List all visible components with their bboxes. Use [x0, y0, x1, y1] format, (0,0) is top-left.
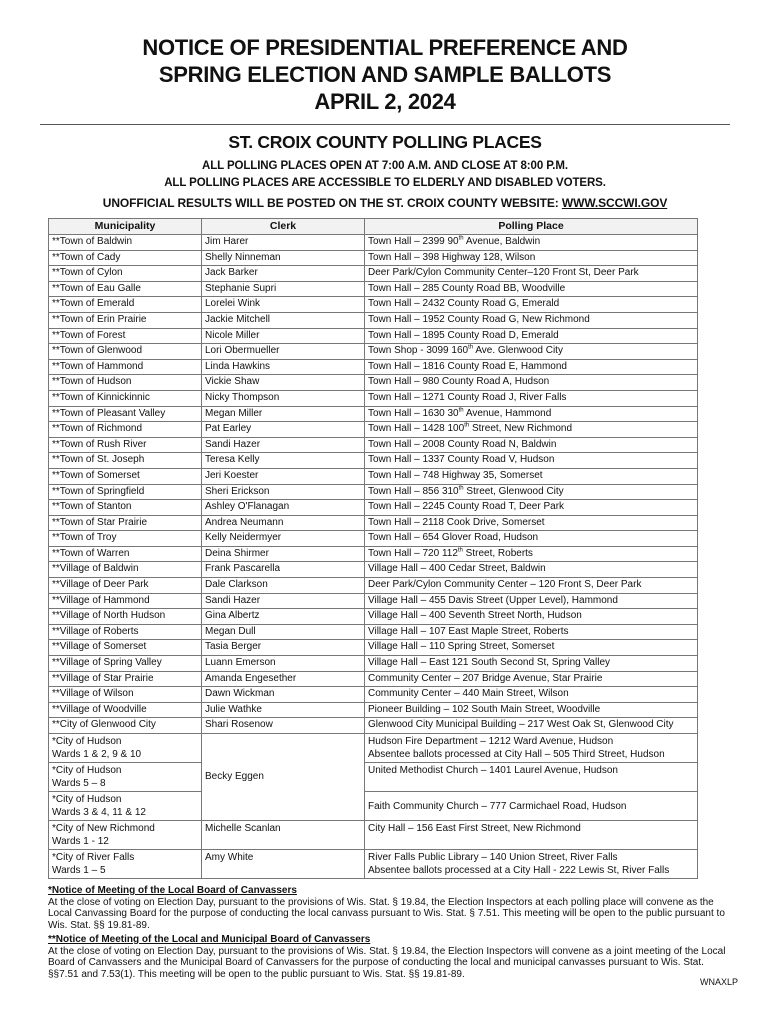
table-row — [49, 359, 698, 375]
polling-place-cell — [365, 792, 698, 821]
table-row — [49, 406, 698, 422]
polling-place-cell: Town Hall – 720 112th Street, Roberts — [365, 546, 698, 562]
ward-range: Wards 5 – 8 — [52, 778, 106, 789]
clerk-cell: Jeri Koester — [202, 468, 365, 484]
polling-place-cell: Town Hall – 748 Highway 35, Somerset — [365, 468, 698, 484]
accessibility-notice: ALL POLLING PLACES ARE ACCESSIBLE TO ELDERLY AND DISABLED VOTERS. — [164, 177, 606, 189]
table-row — [49, 328, 698, 344]
clerk-cell — [202, 821, 365, 850]
polling-place-cell: Town Hall – 1952 County Road G, New Richmond — [365, 312, 698, 328]
polling-place-cell: Town Hall – 654 Glover Road, Hudson — [365, 531, 698, 547]
table-row — [49, 281, 698, 297]
table-row — [49, 656, 698, 672]
table-row — [49, 375, 698, 391]
clerk-cell: Jackie Mitchell — [202, 312, 365, 328]
table-row — [49, 624, 698, 640]
municipality-cell — [49, 821, 202, 850]
municipality-cell — [49, 850, 202, 879]
municipality-name: *City of New Richmond — [52, 823, 155, 834]
clerk-name: Becky Eggen — [205, 770, 264, 782]
polling-place: United Methodist Church – 1401 Laurel Avenue, Hudson — [368, 765, 618, 776]
clerk-cell: Lorelei Wink — [202, 297, 365, 313]
table-row — [49, 468, 698, 484]
municipality-cell: **Town of Warren — [49, 546, 202, 562]
municipality-cell: **Town of Stanton — [49, 500, 202, 516]
ward-range: Wards 3 & 4, 11 & 12 — [52, 807, 146, 818]
municipality-name: *City of Hudson — [52, 765, 122, 776]
polling-place-cell: Town Hall – 856 310th Street, Glenwood City — [365, 484, 698, 500]
municipality-cell: **Town of Hammond — [49, 359, 202, 375]
table-row — [49, 484, 698, 500]
polling-place-cell: Town Hall – 1895 County Road D, Emerald — [365, 328, 698, 344]
clerk-cell: Megan Miller — [202, 406, 365, 422]
clerk-cell: Dawn Wickman — [202, 687, 365, 703]
table-row — [49, 453, 698, 469]
table-row — [49, 312, 698, 328]
municipality-name: *City of River Falls — [52, 852, 135, 863]
polling-place-cell: Town Hall – 2432 County Road G, Emerald — [365, 297, 698, 313]
header-clerk: Clerk — [202, 219, 365, 235]
table-row — [49, 266, 698, 282]
municipality-name: *City of Hudson — [52, 736, 122, 747]
notice-title — [40, 34, 730, 115]
table-row — [49, 702, 698, 718]
clerk-cell: Linda Hawkins — [202, 359, 365, 375]
county-website-link[interactable]: WWW.SCCWI.GOV — [561, 196, 668, 210]
polling-place-cell: Town Hall – 1630 30th Avenue, Hammond — [365, 406, 698, 422]
ward-range: Wards 1 & 2, 9 & 10 — [52, 749, 142, 760]
clerk-cell: Dale Clarkson — [202, 578, 365, 594]
municipality-cell: **Village of Somerset — [49, 640, 202, 656]
results-notice — [40, 196, 730, 210]
polling-place-cell: Deer Park/Cylon Community Center–120 Front St, Deer Park — [365, 266, 698, 282]
ward-range: Wards 1 - 12 — [52, 836, 109, 847]
polling-place: River Falls Public Library – 140 Union Street, River Falls — [368, 852, 618, 863]
polling-place-cell: Deer Park/Cylon Community Center – 120 Front S, Deer Park — [365, 578, 698, 594]
table-row — [49, 821, 698, 850]
polling-place-cell: Community Center – 207 Bridge Avenue, Star Prairie — [365, 671, 698, 687]
municipality-name: *City of Hudson — [52, 794, 122, 805]
header-municipality: Municipality — [49, 219, 202, 235]
table-row — [49, 671, 698, 687]
table-row — [49, 250, 698, 266]
clerk-cell: Frank Pascarella — [202, 562, 365, 578]
municipality-cell: **Town of Springfield — [49, 484, 202, 500]
municipality-cell: **Town of Somerset — [49, 468, 202, 484]
table-row — [49, 792, 698, 821]
clerk-cell: Jack Barker — [202, 266, 365, 282]
municipality-cell: **Village of Spring Valley — [49, 656, 202, 672]
table-row — [49, 422, 698, 438]
polling-places-table — [48, 218, 698, 879]
table-row — [49, 531, 698, 547]
clerk-cell: Kelly Neidermyer — [202, 531, 365, 547]
clerk-cell: Sheri Erickson — [202, 484, 365, 500]
polling-place-cell: Town Hall – 1271 County Road J, River Falls — [365, 390, 698, 406]
polling-place-cell: Town Hall – 1428 100th Street, New Richmond — [365, 422, 698, 438]
municipality-cell: **Town of Emerald — [49, 297, 202, 313]
municipality-cell: **Town of Kinnickinnic — [49, 390, 202, 406]
polling-place-cell: Town Hall – 398 Highway 128, Wilson — [365, 250, 698, 266]
table-row — [49, 562, 698, 578]
municipality-cell: **Village of Woodville — [49, 702, 202, 718]
polling-place-cell: Town Shop - 3099 160th Ave. Glenwood City — [365, 344, 698, 360]
polling-place-cell: Village Hall – 110 Spring Street, Somerset — [365, 640, 698, 656]
table-row — [49, 593, 698, 609]
municipality-cell: **Town of Star Prairie — [49, 515, 202, 531]
notice-1-body: At the close of voting on Election Day, pursuant to the provisions of Wis. Stat. § 19.84, the Election Inspectors at each polling place will convene as the Local Canvassing Board for the purpose of conducting the local canvass pursuant to Wis. Stat. § 7.51. This meeting will be open to the public pursuant to Wis. Stat. §§ 19.81-89. — [48, 896, 725, 932]
table-row — [49, 235, 698, 251]
clerk-cell: Shari Rosenow — [202, 718, 365, 734]
absentee-note: Absentee ballots processed at a City Hall - 222 Lewis St, River Falls — [368, 865, 670, 876]
polling-place: Faith Community Church – 777 Carmichael Road, Hudson — [368, 800, 627, 812]
municipality-cell: **Village of Deer Park — [49, 578, 202, 594]
table-row — [49, 578, 698, 594]
polling-place-cell: Town Hall – 1337 County Road V, Hudson — [365, 453, 698, 469]
municipality-cell: **Town of Cylon — [49, 266, 202, 282]
clerk-name: Michelle Scanlan — [205, 823, 281, 834]
header-polling-place: Polling Place — [365, 219, 698, 235]
table-body-cities — [49, 734, 698, 879]
municipality-cell: **Town of Glenwood — [49, 344, 202, 360]
municipality-cell: **Town of Pleasant Valley — [49, 406, 202, 422]
municipality-cell: **Town of Cady — [49, 250, 202, 266]
clerk-cell: Nicole Miller — [202, 328, 365, 344]
municipality-cell: **Town of Forest — [49, 328, 202, 344]
clerk-cell: Teresa Kelly — [202, 453, 365, 469]
polling-place-cell: Town Hall – 285 County Road BB, Woodville — [365, 281, 698, 297]
polling-place-cell: Town Hall – 2245 County Road T, Deer Park — [365, 500, 698, 516]
polling-place-cell: Village Hall – East 121 South Second St, Spring Valley — [365, 656, 698, 672]
municipality-cell — [49, 792, 202, 821]
polling-place-cell: Glenwood City Municipal Building – 217 West Oak St, Glenwood City — [365, 718, 698, 734]
polling-place-cell: Town Hall – 1816 County Road E, Hammond — [365, 359, 698, 375]
polling-place-cell: Village Hall – 400 Cedar Street, Baldwin — [365, 562, 698, 578]
table-row — [49, 609, 698, 625]
table-row — [49, 763, 698, 792]
clerk-cell: Sandi Hazer — [202, 593, 365, 609]
polling-place-cell: Community Center – 440 Main Street, Wilson — [365, 687, 698, 703]
polling-place-cell — [365, 850, 698, 879]
clerk-cell: Gina Albertz — [202, 609, 365, 625]
polling-place-cell — [365, 734, 698, 763]
municipality-cell: **Town of Eau Galle — [49, 281, 202, 297]
polling-place: Hudson Fire Department – 1212 Ward Avenue, Hudson — [368, 736, 614, 747]
polling-place-cell: Village Hall – 400 Seventh Street North, Hudson — [365, 609, 698, 625]
municipality-cell: **Town of Rush River — [49, 437, 202, 453]
municipality-cell: **Village of Baldwin — [49, 562, 202, 578]
clerk-cell: Ashley O'Flanagan — [202, 500, 365, 516]
polling-place-cell: Town Hall – 2008 County Road N, Baldwin — [365, 437, 698, 453]
clerk-cell: Andrea Neumann — [202, 515, 365, 531]
clerk-name: Amy White — [205, 852, 254, 863]
polling-hours: ALL POLLING PLACES OPEN AT 7:00 A.M. AND CLOSE AT 8:00 P.M. — [202, 160, 568, 172]
clerk-cell — [202, 734, 365, 821]
municipality-cell — [49, 763, 202, 792]
absentee-note: Absentee ballots processed at City Hall – 505 Third Street, Hudson — [368, 749, 665, 760]
municipality-cell: **Town of Hudson — [49, 375, 202, 391]
table-row — [49, 640, 698, 656]
notice-2-heading: **Notice of Meeting of the Local and Municipal Board of Canvassers — [48, 933, 371, 945]
polling-place-cell: Village Hall – 455 Davis Street (Upper Level), Hammond — [365, 593, 698, 609]
table-row — [49, 500, 698, 516]
municipality-cell: **Village of North Hudson — [49, 609, 202, 625]
municipality-cell: **Town of Troy — [49, 531, 202, 547]
municipality-cell: **Town of Erin Prairie — [49, 312, 202, 328]
municipality-cell: **Village of Roberts — [49, 624, 202, 640]
table-row — [49, 734, 698, 763]
table-row — [49, 687, 698, 703]
title-line-2: SPRING ELECTION AND SAMPLE BALLOTS — [158, 62, 612, 87]
clerk-cell: Deina Shirmer — [202, 546, 365, 562]
canvass-notices — [48, 885, 728, 981]
clerk-cell: Shelly Ninneman — [202, 250, 365, 266]
polling-places-subtitle: ST. CROIX COUNTY POLLING PLACES — [228, 132, 542, 152]
clerk-cell: Julie Wathke — [202, 702, 365, 718]
table-row — [49, 515, 698, 531]
table-row — [49, 390, 698, 406]
clerk-cell: Megan Dull — [202, 624, 365, 640]
table-row — [49, 850, 698, 879]
table-row — [49, 344, 698, 360]
clerk-cell: Nicky Thompson — [202, 390, 365, 406]
table-body — [49, 235, 698, 734]
clerk-cell: Sandi Hazer — [202, 437, 365, 453]
ward-range: Wards 1 – 5 — [52, 865, 106, 876]
clerk-cell: Stephanie Supri — [202, 281, 365, 297]
municipality-cell: **Village of Hammond — [49, 593, 202, 609]
title-line-1: NOTICE OF PRESIDENTIAL PREFERENCE AND — [142, 35, 628, 60]
polling-place-cell: Village Hall – 107 East Maple Street, Roberts — [365, 624, 698, 640]
polling-place-cell — [365, 821, 698, 850]
table-row — [49, 546, 698, 562]
clerk-cell: Pat Earley — [202, 422, 365, 438]
table-header-row — [49, 219, 698, 235]
title-divider — [40, 124, 730, 125]
polling-place-cell: Town Hall – 2118 Cook Drive, Somerset — [365, 515, 698, 531]
table-row — [49, 437, 698, 453]
publication-code: WNAXLP — [700, 977, 739, 987]
clerk-cell — [202, 850, 365, 879]
polling-place-cell: Town Hall – 980 County Road A, Hudson — [365, 375, 698, 391]
title-line-3: APRIL 2, 2024 — [314, 89, 456, 114]
municipality-cell: **Village of Star Prairie — [49, 671, 202, 687]
notice-2-body: At the close of voting on Election Day, pursuant to the provisions of Wis. Stat. § 19.84, the Election Inspectors will convene as a joint meeting of the Local Board of Canvassers and the Municipal Board of Canvassers for the purpose of conducting the local and municipal canvasses pursuant to Wis. Stat. §§7.51 and 7.53(1). This meeting will be open to the public pursuant to Wis. Stat. §§ 19.81-89. — [48, 945, 726, 980]
table-row — [49, 297, 698, 313]
notice-1-heading: *Notice of Meeting of the Local Board of Canvassers — [48, 885, 297, 896]
polling-place-cell — [365, 763, 698, 792]
polling-place: City Hall – 156 East First Street, New Richmond — [368, 823, 581, 834]
clerk-cell: Amanda Engesether — [202, 671, 365, 687]
municipality-cell — [49, 734, 202, 763]
polling-place-cell: Town Hall – 2399 90th Avenue, Baldwin — [365, 235, 698, 251]
municipality-cell: **Town of Baldwin — [49, 235, 202, 251]
clerk-cell: Luann Emerson — [202, 656, 365, 672]
table-row — [49, 718, 698, 734]
results-text: UNOFFICIAL RESULTS WILL BE POSTED ON THE ST. CROIX COUNTY WEBSITE: — [102, 196, 559, 210]
municipality-cell: **Village of Wilson — [49, 687, 202, 703]
clerk-cell: Jim Harer — [202, 235, 365, 251]
clerk-cell: Tasia Berger — [202, 640, 365, 656]
municipality-cell: **City of Glenwood City — [49, 718, 202, 734]
municipality-cell: **Town of St. Joseph — [49, 453, 202, 469]
clerk-cell: Vickie Shaw — [202, 375, 365, 391]
polling-place-cell: Pioneer Building – 102 South Main Street, Woodville — [365, 702, 698, 718]
municipality-cell: **Town of Richmond — [49, 422, 202, 438]
clerk-cell: Lori Obermueller — [202, 344, 365, 360]
